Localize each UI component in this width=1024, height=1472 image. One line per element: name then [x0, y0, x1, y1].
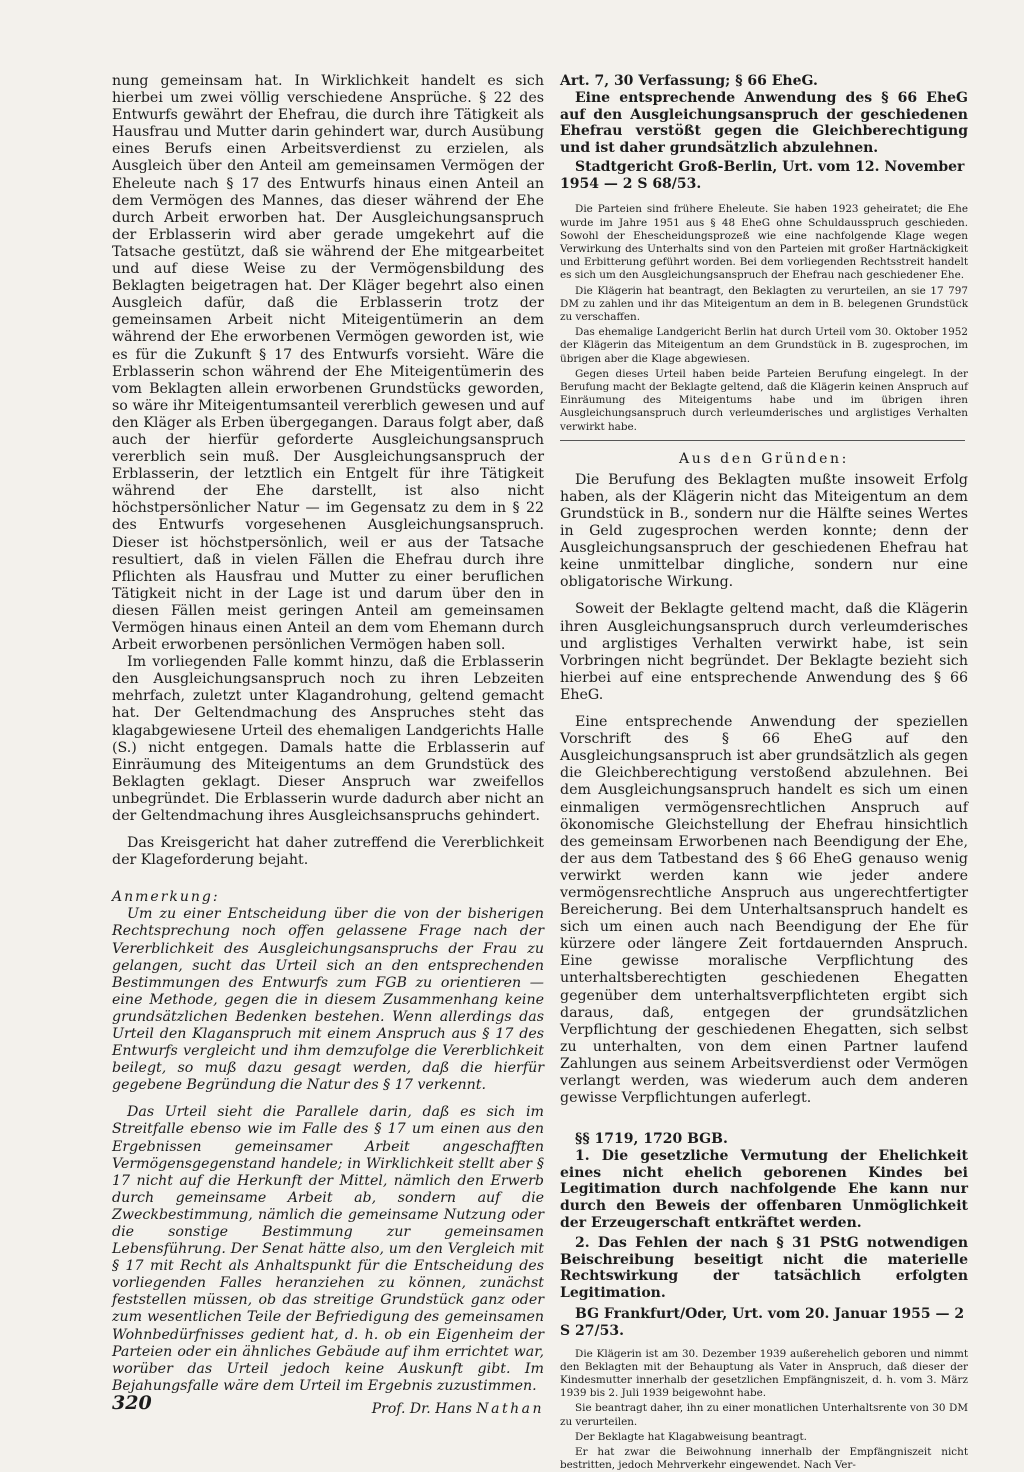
- case2-law-reference: §§ 1719, 1720 BGB.: [575, 1131, 728, 1148]
- case1-facts: Das ehemalige Landgericht Berlin hat durch Urteil vom 30. Oktober 1952 der Klägerin das Miteigentum an dem Grundstück in B. zugesprochen, im übrigen aber die Klage abgewiesen.: [560, 326, 968, 365]
- case1-reasons-paragraph: Eine entsprechende Anwendung der speziellen Vorschrift des § 66 EheG auf den Ausgleichungsanspruch ist aber grundsätzlich als gegen die Gleichberechtigung verstoßend abzulehnen. Bei dem Ausgleichungsanspruch handelt es sich um einen einmaligen vermögensrechtlichen Anspruch auf ökonomische Gleichstellung der Ehefrau hinsichtlich des gemeinsam Erworbenen nach Beendigung der Ehe, der aus dem Tatbestand des § 66 EheG genauso wenig verwirkt werden kann wie jeder andere vermögensrechtliche Anspruch aus ungerechtfertigter Bereicherung. Bei dem Unterhaltsanspruch handelt es sich um einen auch nach Beendigung der Ehe für kürzere oder längere Zeit fortdauernden Anspruch. Eine gewisse moralische Verpflichtung des unterhaltsberechtigten geschiedenen Ehegatten gegenüber dem unterhaltsverpflichteten ergibt sich daraus, daß, entgegen der grundsätzlichen Verpflichtung der geschiedenen Ehegatten, sich selbst zu unterhalten, von dem einen Partner laufend Zahlungen aus seinem Arbeitsverdienst oder Vermögen verlangt werden, was wiederum auch dem anderen gewisse Verpflichtungen auferlegt.: [560, 714, 968, 1107]
- body-paragraph: nung gemeinsam hat. In Wirklichkeit handelt es sich hierbei um zwei völlig verschiedene Ansprüche. § 22 des Entwurfs gewährt der Ehefrau, die durch ihre Tätigkeit als Hausfrau und Mutter darin gehindert war, durch Ausübung eines Berufs einen Arbeitsverdienst zu erzielen, als Ausgleich über den Anteil am gemeinsamen Vermögen der Eheleute nach § 17 des Entwurfs hinaus einen Anteil an dem Vermögen des Mannes, das dieser während der Ehe durch Arbeit erworben hat. Der Ausgleichungsanspruch der Erblasserin wird aber gerade umgekehrt auf die Tatsache gestützt, daß sie während der Ehe mitgearbeitet und auf diese Weise zu der Vermögensbildung des Beklagten beigetragen hat. Der Kläger begehrt also einen Ausgleich dafür, daß die Erblasserin trotz der gemeinsamen Arbeit nicht Miteigentümerin an dem während der Ehe erworbenen Vermögen geworden ist, wie es für die Zukunft § 17 des Entwurfs vorsieht. Wäre die Erblasserin schon während der Ehe Miteigentümerin des vom Beklagten allein erworbenen Grundstücks geworden, so wäre ihr Miteigentumsanteil vererblich gewesen und auf den Kläger als Erben übergegangen. Daraus folgt aber, daß auch der hierfür geforderte Ausgleichungsanspruch vererblich sein muß. Der Ausgleichungsanspruch der Erblasserin, der letztlich ein Entgelt für ihre Tätigkeit während der Ehe darstellt, ist also nicht höchstpersönlicher Natur — im Gegensatz zu dem in § 22 des Entwurfs vorgesehenen Ausgleichungsanspruch. Dieser ist höchstpersönlich, weil er aus der Tatsache resultiert, daß in vielen Fällen die Ehefrau durch ihre Pflichten als Hausfrau und Mutter zu einer beruflichen Tätigkeit nicht in der Lage ist und darum über den in diesen Fällen meist geringen Anteil am gemeinsamen Vermögen hinaus einen Anteil an dem vom Ehemann durch Arbeit erworbenen persönlichen Vermögen haben soll.: [112, 73, 544, 654]
- case1-law-reference: Art. 7, 30 Verfassung; § 66 EheG.: [560, 73, 818, 89]
- annotation-paragraph: Das Urteil sieht die Parallele darin, daß es sich im Streitfalle ebenso wie im Falle des § 17 um einen aus den Ergebnissen gemeinsamer Arbeit angeschafften Vermögensgegenstand handele; in Wirklichkeit stellt aber § 17 nicht auf die Herkunft der Mittel, nämlich den Erwerb durch gemeinsame Arbeit ab, sondern auf die Zweckbestimmung, nämlich die gemeinsame Nutzung oder die sonstige Bestimmung zur gemeinsamen Lebensführung. Der Senat hätte also, um den Vergleich mit § 17 mit Recht als Anhaltspunkt für die Entscheidung des vorliegenden Falles heranziehen zu können, zunächst feststellen müssen, ob das streitige Grundstück ganz oder zum wesentlichen Teile der Befriedigung des gemeinsamen Wohnbedürfnisses gedient hat, d. h. ob ein Eigenheim der Parteien oder ein ähnliches Gebäude auf ihm errichtet war, worüber das Urteil jedoch keine Auskunft gibt. Im Bejahungsfalle wäre dem Urteil im Ergebnis zuzustimmen.: [112, 1104, 544, 1394]
- body-paragraph: Im vorliegenden Falle kommt hinzu, daß die Erblasserin den Ausgleichungsanspruch noch zu ihren Lebzeiten mehrfach, zuletzt unter Klagandrohung, geltend gemacht hat. Der Geltendmachung des Anspruches steht das klagabgewiesene Urteil des ehemaligen Landgerichts Halle (S.) nicht entgegen. Damals hatte die Erblasserin auf Einräumung des Miteigentums an dem Grundstück des Beklagten geklagt. Dieser Anspruch war zweifellos unbegründet. Die Erblasserin wurde dadurch aber nicht an der Geltendmachung ihres Ausgleichsanspruchs gehindert.: [112, 654, 544, 825]
- case1-court: Stadtgericht Groß-Berlin, Urt. vom 12. November 1954 — 2 S 68/53.: [560, 159, 965, 193]
- case1-reasons-paragraph: Soweit der Beklagte geltend macht, daß die Klägerin ihren Ausgleichungsanspruch durch verleumderisches und arglistiges Verhalten verwirkt habe, ist sein Vorbringen nicht begründet. Der Beklagte bezieht sich hierbei auf eine entsprechende Anwendung des § 66 EheG.: [560, 601, 968, 703]
- case2-facts: Sie beantragt daher, ihn zu einer monatlichen Unterhaltsrente von 30 DM zu verurteilen.: [560, 1402, 968, 1428]
- case2-facts: Die Klägerin ist am 30. Dezember 1939 außerehelich geboren und nimmt den Beklagten mit der Behauptung als Vater in Anspruch, daß dieser der Kindesmutter innerhalb der gesetzlichen Empfängniszeit, d. h. vom 3. März 1939 bis 2. Juli 1939 beigewohnt habe.: [560, 1347, 968, 1400]
- annotation-title: Anmerkung:: [112, 889, 220, 906]
- case2-headnote-1: 1. Die gesetzliche Vermutung der Ehelichkeit eines nicht ehelich geborenen Kindes bei Legitimation durch nachfolgende Ehe kann nur durch den Beweis der offenbaren Unmöglichkeit der Erzeugerschaft entkräftet werden.: [560, 1148, 968, 1231]
- case1-facts: Gegen dieses Urteil haben beide Parteien Berufung eingelegt. In der Berufung macht der Beklagte geltend, daß die Klägerin keinen Anspruch auf Einräumung des Miteigentums habe und im übrigen ihren Ausgleichungsanspruch durch verleumderisches und arglistiges Verhalten verwirkt habe.: [560, 367, 968, 433]
- case2-court: BG Frankfurt/Oder, Urt. vom 20. Januar 1955 — 2 S 27/53.: [560, 1305, 965, 1339]
- annotation-signature: [112, 1401, 544, 1417]
- signature-prefix: Prof. Dr. Hans: [371, 1400, 477, 1417]
- case1-reasons-title: Aus den Gründen:: [679, 450, 849, 467]
- right-column: [560, 73, 968, 1472]
- case2-facts: Er hat zwar die Beiwohnung innerhalb der Empfängniszeit nicht bestritten, jedoch Mehrverkehr eingewendet. Nach Ver-: [560, 1445, 968, 1472]
- body-paragraph: Das Kreisgericht hat daher zutreffend die Vererblichkeit der Klageforderung bejaht.: [112, 835, 544, 869]
- signature-name: Nathan: [476, 1400, 544, 1417]
- case1-facts: Die Klägerin hat beantragt, den Beklagten zu verurteilen, an sie 17 797 DM zu zahlen und ihr das Miteigentum an dem in B. belegenen Grundstück zu verschaffen.: [560, 284, 968, 323]
- annotation-paragraph: Um zu einer Entscheidung über die von der bisherigen Rechtsprechung noch offen gelassene Frage nach der Vererblichkeit des Ausgleichungsanspruchs der Frau zu gelangen, sucht das Urteil sich an den entsprechenden Bestimmungen des Entwurfs zum FGB zu orientieren — eine Methode, gegen die in diesem Zusammenhang keine grundsätzlichen Bedenken bestehen. Wenn allerdings das Urteil den Klaganspruch mit einem Anspruch aus § 17 des Entwurfs vergleicht und ihm demzufolge die Vererblichkeit beilegt, so muß dazu gesagt werden, daß die hierfür gegebene Begründung die Natur des § 17 verkennt.: [112, 906, 544, 1094]
- case1-headnote: Eine entsprechende Anwendung des § 66 EheG auf den Ausgleichungsanspruch der geschiedenen Ehefrau verstößt gegen die Gleichberechtigung und ist daher grundsätzlich abzulehnen.: [560, 90, 968, 156]
- section-divider: [560, 440, 965, 441]
- page-number: 320: [112, 1392, 152, 1414]
- case1-reasons-paragraph: Die Berufung des Beklagten mußte insoweit Erfolg haben, als der Klägerin nicht das Miteigentum an dem Grundstück in B., sondern nur die Hälfte seines Wertes in Geld zugesprochen werden konnte; denn der Ausgleichungsanspruch der geschiedenen Ehefrau hat keine unmittelbar dingliche, sondern nur eine obligatorische Wirkung.: [560, 471, 968, 591]
- left-column: [112, 73, 544, 1417]
- case2-facts: Der Beklagte hat Klagabweisung beantragt.: [575, 1430, 807, 1443]
- case2-headnote-2: 2. Das Fehlen der nach § 31 PStG notwendigen Beischreibung beseitigt nicht die materielle Rechtswirkung der tatsächlich erfolgten Legitimation.: [560, 1235, 968, 1301]
- case1-facts: Die Parteien sind frühere Eheleute. Sie haben 1923 geheiratet; die Ehe wurde im Jahre 1951 aus § 48 EheG ohne Schuldausspruch geschieden. Sowohl der Ehescheidungsprozeß wie eine nachfolgende Klage wegen Verwirkung des Unterhalts sind von den Parteien mit großer Hartnäckigkeit und Erbitterung geführt worden. Bei dem vorliegenden Rechtsstreit handelt es sich um den Ausgleichungsanspruch der Ehefrau nach geschiedener Ehe.: [560, 203, 968, 282]
